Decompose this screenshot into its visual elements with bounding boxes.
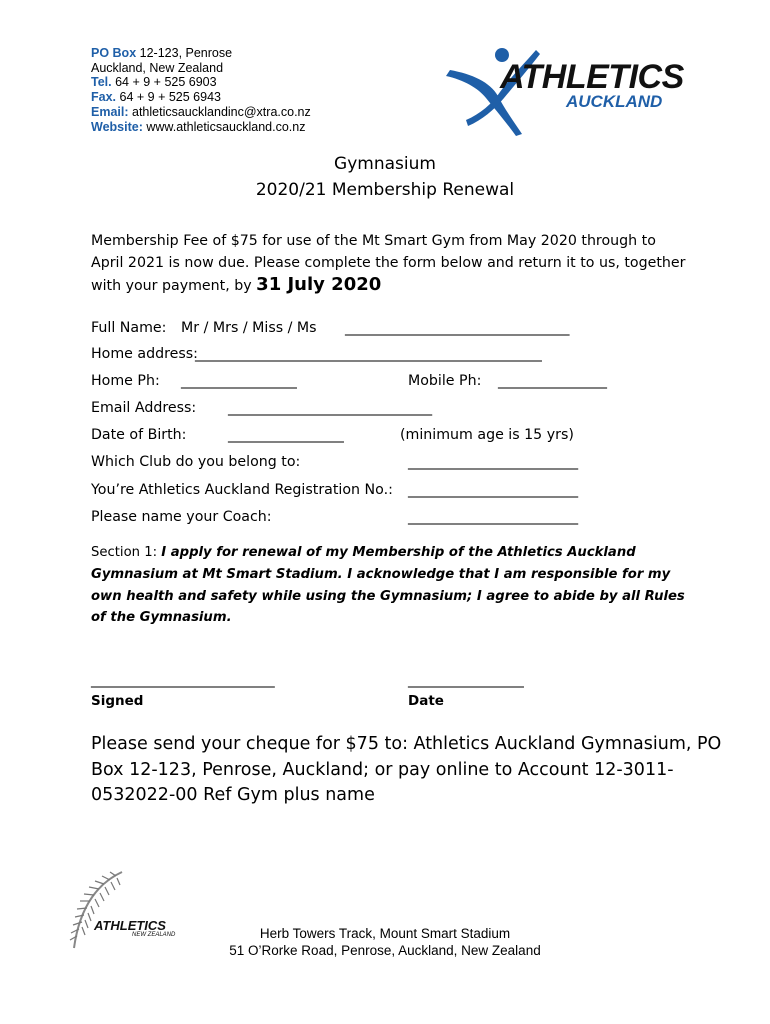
- athletics-auckland-logo: [442, 46, 692, 138]
- document-subtitle: 2020/21 Membership Renewal: [255, 180, 515, 200]
- intro-paragraph: [91, 231, 691, 298]
- fax-label: Fax.: [91, 90, 117, 105]
- coach-label: Please name your Coach:: [91, 509, 272, 525]
- intro-line-2: April 2021 is now due. Please complete the form below and return it to us, together: [91, 254, 686, 271]
- home-ph-field[interactable]: _________________: [181, 373, 297, 389]
- signed-label: Signed: [91, 693, 144, 709]
- mobile-ph-field[interactable]: ________________: [498, 373, 607, 389]
- city-line: Auckland, New Zealand: [91, 60, 224, 75]
- home-ph-label: Home Ph:: [91, 373, 160, 389]
- tel-label: Tel.: [91, 75, 112, 90]
- home-address-field[interactable]: ___________________________________________________: [195, 346, 542, 362]
- deadline-date: 31 July 2020: [256, 274, 382, 295]
- logo-word-auckland: AUCKLAND: [566, 92, 663, 111]
- intro-line-3: [91, 274, 691, 298]
- email-address-label: Email Address:: [91, 400, 197, 416]
- full-name-label: Full Name:: [91, 320, 167, 336]
- date-label: Date: [408, 693, 444, 709]
- section-text-3: own health and safety while using the Gymnasium; I agree to abide by all Rules: [91, 588, 685, 604]
- fern-logo-word-athletics: ATHLETICS: [94, 918, 166, 933]
- date-of-birth-label: Date of Birth:: [91, 427, 187, 443]
- intro-line-1: Membership Fee of $75 for use of the Mt Smart Gym from May 2020 through to: [91, 233, 656, 249]
- payment-instructions: [91, 732, 721, 809]
- fax-value: 64 + 9 + 525 6943: [119, 90, 221, 105]
- registration-label: You’re Athletics Auckland Registration No.:: [91, 482, 393, 498]
- po-box-line: [91, 46, 311, 61]
- website-value[interactable]: www.athleticsauckland.co.nz: [146, 119, 306, 134]
- registration-field[interactable]: _________________________: [408, 482, 578, 498]
- email-address-field[interactable]: ______________________________: [228, 400, 432, 416]
- website-label: Website:: [91, 119, 143, 134]
- document-title: Gymnasium: [334, 154, 436, 174]
- section-text-2: Gymnasium at Mt Smart Stadium. I acknowledge that I am responsible for my: [91, 566, 671, 582]
- signature-field[interactable]: ___________________________: [91, 672, 275, 688]
- mobile-ph-label: Mobile Ph:: [408, 373, 482, 389]
- date-field[interactable]: _________________: [408, 672, 524, 688]
- footer-line-1: Herb Towers Track, Mount Smart Stadium: [259, 926, 511, 941]
- footer-line-2: 51 O’Rorke Road, Penrose, Auckland, New Zealand: [229, 943, 541, 958]
- payment-line-1: Please send your cheque for $75 to: Athletics Auckland Gymnasium, PO: [91, 734, 722, 754]
- website-line: [91, 120, 311, 135]
- section-prefix: Section 1:: [91, 545, 158, 560]
- section-text-1: I apply for renewal of my Membership of the Athletics Auckland: [161, 545, 636, 560]
- po-box-value: 12-123, Penrose: [139, 46, 233, 60]
- tel-line: [91, 75, 311, 90]
- email-label: Email:: [91, 104, 129, 119]
- section-text-4: of the Gymnasium.: [91, 610, 232, 626]
- full-name-field[interactable]: _________________________________: [345, 320, 570, 336]
- fern-logo-word-new-zealand: NEW ZEALAND: [132, 932, 176, 938]
- fax-line: [91, 90, 311, 105]
- minimum-age-note: (minimum age is 15 yrs): [400, 427, 574, 443]
- logo-word-athletics: ATHLETICS: [500, 58, 684, 96]
- club-field[interactable]: _________________________: [408, 454, 578, 470]
- section-line-1: [91, 542, 691, 564]
- coach-field[interactable]: _________________________: [408, 509, 578, 525]
- section-1-declaration: [91, 542, 691, 629]
- email-value[interactable]: athleticsaucklandinc@xtra.co.nz: [132, 104, 311, 119]
- email-line: [91, 105, 311, 120]
- payment-line-3: 0532022-00 Ref Gym plus name: [91, 785, 375, 805]
- date-of-birth-field[interactable]: _________________: [228, 427, 344, 443]
- intro-line-3-prefix: with your payment, by: [91, 278, 252, 294]
- tel-value: 64 + 9 + 525 6903: [115, 75, 217, 90]
- home-address-label: Home address:: [91, 346, 198, 362]
- payment-line-2: Box 12-123, Penrose, Auckland; or pay online to Account 12-3011-: [91, 759, 674, 780]
- contact-block: [91, 46, 311, 134]
- club-label: Which Club do you belong to:: [91, 454, 301, 470]
- full-name-titles: Mr / Mrs / Miss / Ms: [181, 320, 317, 336]
- po-box-label: PO Box: [91, 46, 137, 60]
